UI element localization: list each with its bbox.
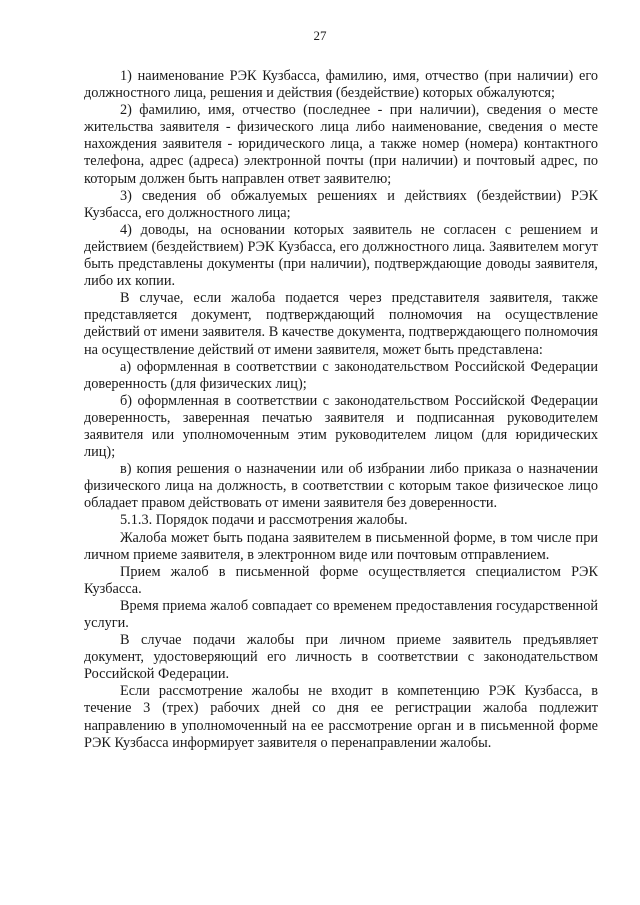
document-body [84,68,598,752]
paragraph-item-a: а) оформленная в соответствии с законодательством Российской Федерации доверенность (для физических лиц); [84,358,598,392]
page-number: 27 [313,28,327,43]
paragraph-time: Время приема жалоб совпадает со временем предоставления государственной услуги. [84,597,598,631]
paragraph-item-4: 4) доводы, на основании которых заявитель не согласен с решением и действием (бездействием) РЭК Кузбасса, его должностного лица. Заявителем могут быть представлены документы (при наличии), подтверждающие доводы заявителя, либо их копии. [84,221,598,290]
paragraph-acceptance: Прием жалоб в письменной форме осуществляется специалистом РЭК Кузбасса. [84,563,598,597]
paragraph-item-c: в) копия решения о назначении или об избрании либо приказа о назначении физического лица на должность, в соответствии с которым такое физическое лицо обладает правом действовать от имени заявителя без доверенности. [84,461,598,512]
paragraph-item-1: 1) наименование РЭК Кузбасса, фамилию, имя, отчество (при наличии) его должностного лица, решения и действия (бездействие) которых обжалуются; [84,68,598,102]
paragraph-item-3: 3) сведения об обжалуемых решениях и действиях (бездействии) РЭК Кузбасса, его должностного лица; [84,187,598,221]
paragraph-item-b: б) оформленная в соответствии с законодательством Российской Федерации доверенность, заверенная печатью заявителя и подписанная руководителем заявителя или уполномоченным этим руководителем лицом (для юридических лиц); [84,392,598,461]
section-heading: 5.1.3. Порядок подачи и рассмотрения жалобы. [120,512,408,529]
paragraph-item-2: 2) фамилию, имя, отчество (последнее - при наличии), сведения о месте жительства заявителя - физического лица либо наименование, сведения о месте нахождения заявителя - юридического лица, а также номер (номера) контактного телефона, адрес (адреса) электронной почты (при наличии) и почтовый адрес, по которым должен быть направлен ответ заявителю; [84,102,598,187]
paragraph-submission: Жалоба может быть подана заявителем в письменной форме, в том числе при личном приеме заявителя, в электронном виде или почтовым отправлением. [84,529,598,563]
paragraph-representative: В случае, если жалоба подается через представителя заявителя, также представляется документ, подтверждающий полномочия на осуществление действий от имени заявителя. В качестве документа, подтверждающего полномочия на осуществление действий от имени заявителя, может быть представлена: [84,290,598,358]
paragraph-personal-reception: В случае подачи жалобы при личном приеме заявитель предъявляет документ, удостоверяющий его личность в соответствии с законодательством Российской Федерации. [84,632,598,683]
paragraph-redirect: Если рассмотрение жалобы не входит в компетенцию РЭК Кузбасса, в течение 3 (трех) рабочих дней со дня ее регистрации жалоба подлежит направлению в уполномоченный на ее рассмотрение орган и в письменной форме РЭК Кузбасса информирует заявителя о перенаправлении жалобы. [84,683,598,751]
